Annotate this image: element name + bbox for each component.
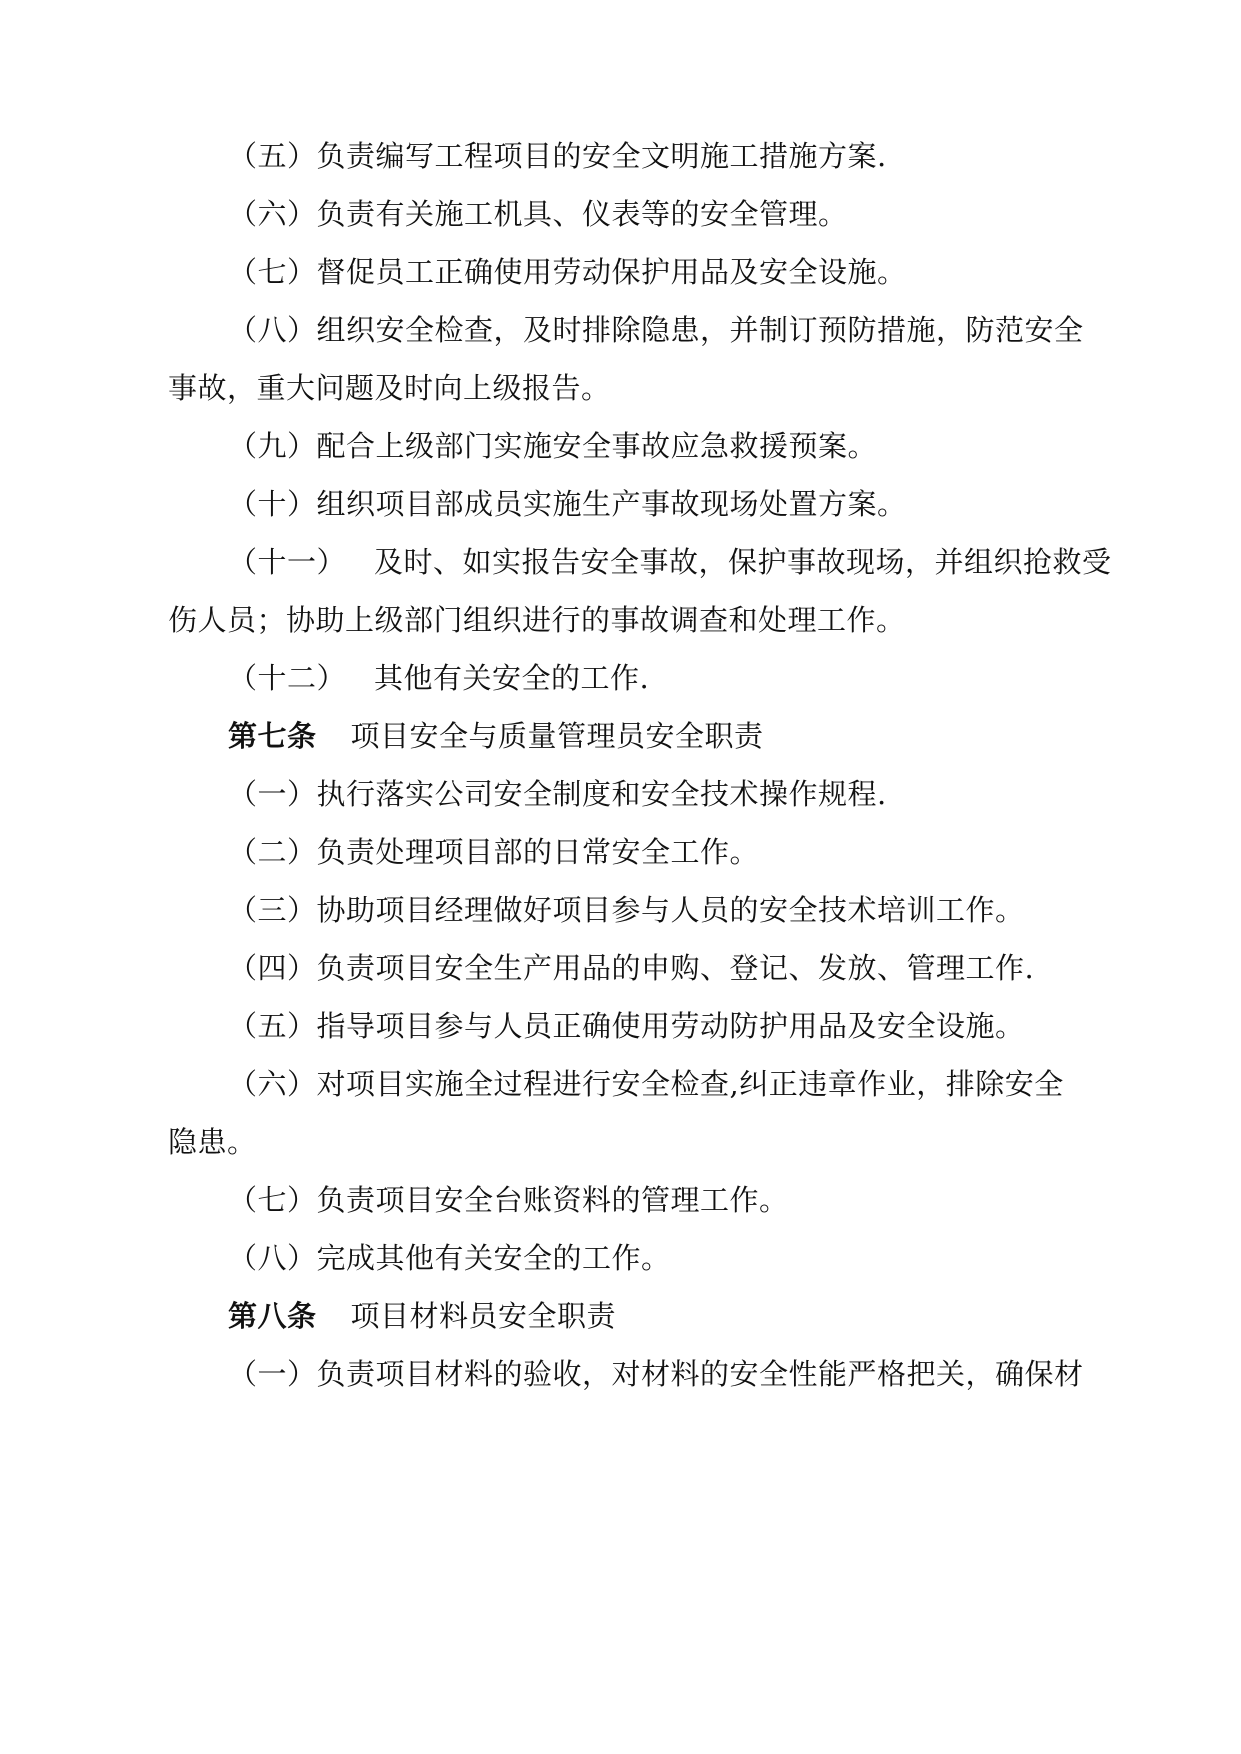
paragraph-line: （八）组织安全检查，及时排除隐患，并制订预防措施，防范安全 (228, 313, 1084, 347)
paragraph-line: （二）负责处理项目部的日常安全工作。 (228, 835, 760, 869)
paragraph-line: （六）负责有关施工机具、仪表等的安全管理。 (228, 197, 848, 231)
paragraph-line: （九）配合上级部门实施安全事故应急救援预案。 (228, 429, 878, 463)
paragraph-line: （四）负责项目安全生产用品的申购、登记、发放、管理工作. (228, 951, 1035, 985)
paragraph-line: （五）负责编写工程项目的安全文明施工措施方案. (228, 139, 887, 173)
paragraph-line: （八）完成其他有关安全的工作。 (228, 1241, 671, 1275)
article-title: 项目安全与质量管理员安全职责 (350, 719, 764, 753)
paragraph-line: （一）执行落实公司安全制度和安全技术操作规程. (228, 777, 887, 811)
paragraph-line: （五）指导项目参与人员正确使用劳动防护用品及安全设施。 (228, 1009, 1025, 1043)
paragraph-line: （七）负责项目安全台账资料的管理工作。 (228, 1183, 789, 1217)
paragraph-line: （十二） 其他有关安全的工作. (228, 661, 650, 695)
article-heading (228, 1296, 1140, 1336)
paragraph-line: （六）对项目实施全过程进行安全检查,纠正违章作业，排除安全 (228, 1067, 1064, 1101)
paragraph-line: （十）组织项目部成员实施生产事故现场处置方案。 (228, 487, 907, 521)
article-title: 项目材料员安全职责 (350, 1299, 617, 1333)
item-label: （十二） (228, 661, 347, 695)
item-label: （十一） (228, 545, 347, 579)
paragraph-line: 事故，重大问题及时向上级报告。 (168, 371, 611, 405)
article-heading (228, 716, 1140, 756)
article-number: 第七条 (228, 719, 317, 753)
paragraph-line: （七）督促员工正确使用劳动保护用品及安全设施。 (228, 255, 907, 289)
paragraph-line: 伤人员；协助上级部门组织进行的事故调查和处理工作。 (168, 603, 906, 637)
paragraph-line: （一）负责项目材料的验收，对材料的安全性能严格把关，确保材 (228, 1357, 1084, 1391)
article-number: 第八条 (228, 1299, 317, 1333)
paragraph-line: 隐患。 (168, 1125, 257, 1159)
paragraph-line: （三）协助项目经理做好项目参与人员的安全技术培训工作。 (228, 893, 1025, 927)
paragraph-line: （十一） 及时、如实报告安全事故，保护事故现场，并组织抢救受 (228, 545, 1112, 579)
